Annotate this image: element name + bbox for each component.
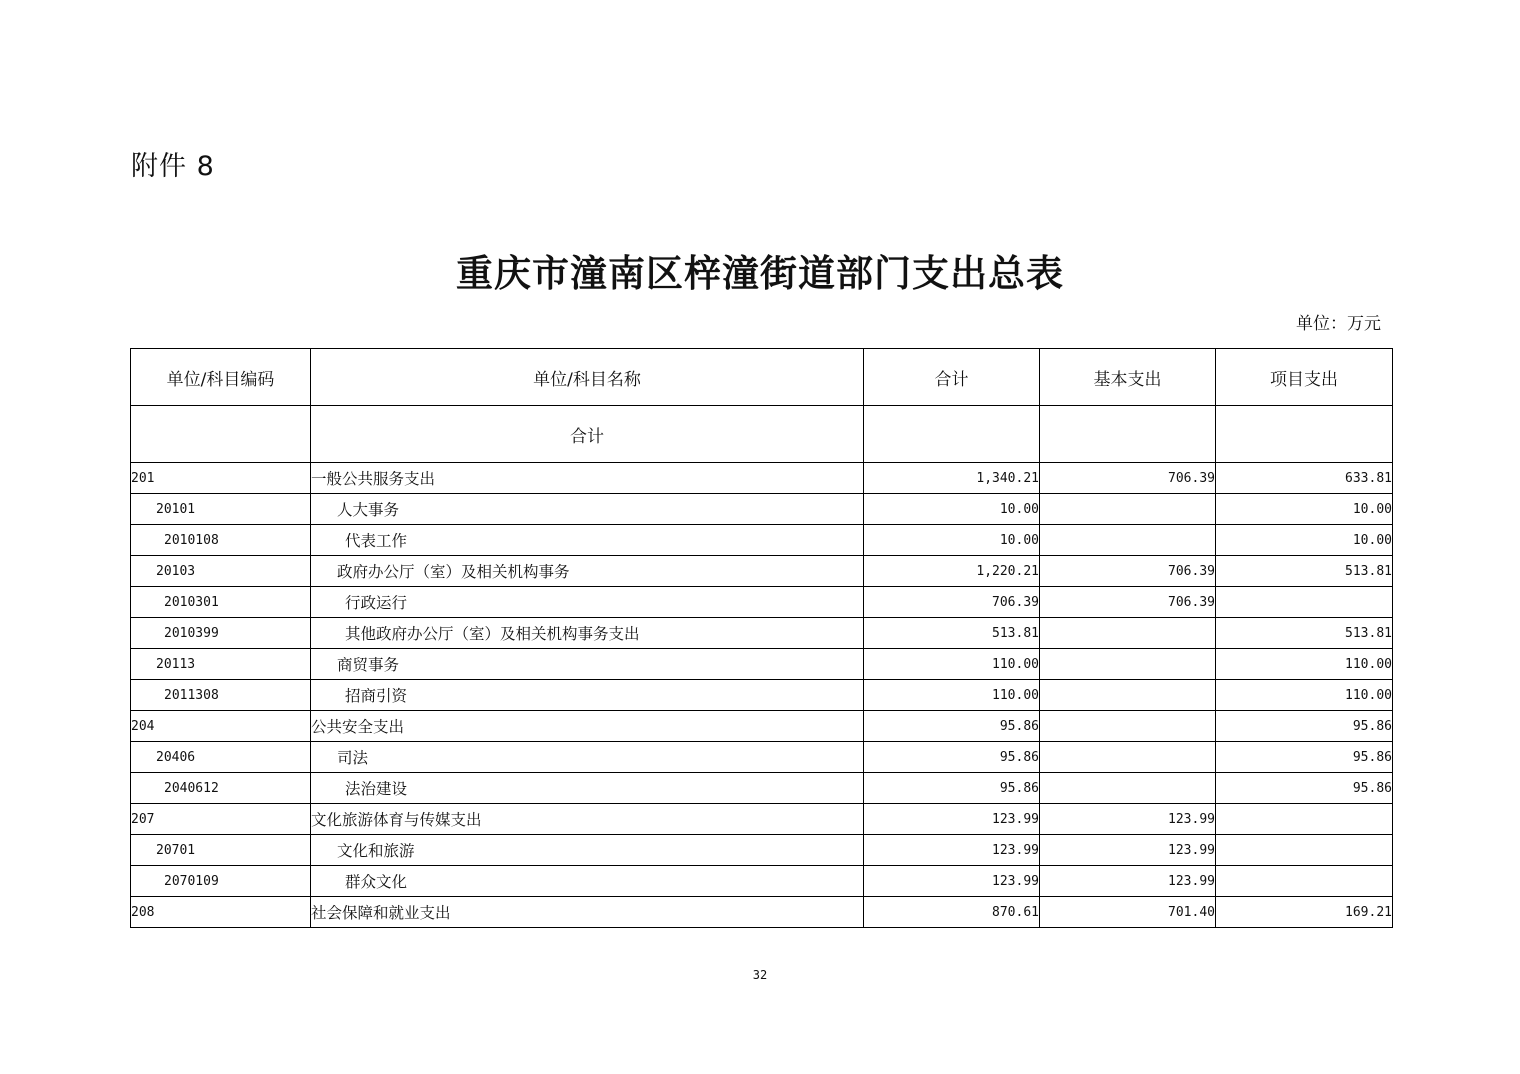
basic-cell: [1040, 711, 1216, 742]
code-cell: 2010301: [131, 587, 311, 618]
code-cell: 2010399: [131, 618, 311, 649]
total-cell: 110.00: [864, 649, 1040, 680]
name-cell: 文化旅游体育与传媒支出: [311, 804, 864, 835]
table-row: [131, 463, 1393, 494]
total-cell: 95.86: [864, 773, 1040, 804]
project-cell: 95.86: [1216, 711, 1393, 742]
total-cell: 95.86: [864, 711, 1040, 742]
total-cell: 123.99: [864, 835, 1040, 866]
name-cell: 商贸事务: [311, 649, 864, 680]
expenditure-table: [130, 348, 1393, 928]
code-cell: 20113: [131, 649, 311, 680]
name-cell: 招商引资: [311, 680, 864, 711]
table-row: [131, 618, 1393, 649]
page-title: 重庆市潼南区梓潼街道部门支出总表: [456, 251, 1064, 295]
table-row: [131, 587, 1393, 618]
basic-cell: [1040, 618, 1216, 649]
header-name: 单位/科目名称: [311, 349, 864, 406]
code-cell: 20103: [131, 556, 311, 587]
total-cell: 123.99: [864, 804, 1040, 835]
total-total-cell: [864, 406, 1040, 463]
name-cell: 司法: [311, 742, 864, 773]
total-cell: 10.00: [864, 494, 1040, 525]
total-code-cell: [131, 406, 311, 463]
code-cell: 2010108: [131, 525, 311, 556]
code-cell: 20406: [131, 742, 311, 773]
total-cell: 1,220.21: [864, 556, 1040, 587]
code-cell: 204: [131, 711, 311, 742]
code-cell: 201: [131, 463, 311, 494]
basic-cell: [1040, 494, 1216, 525]
code-cell: 2011308: [131, 680, 311, 711]
total-cell: 110.00: [864, 680, 1040, 711]
table-row: [131, 773, 1393, 804]
table-row: [131, 711, 1393, 742]
header-project: 项目支出: [1216, 349, 1393, 406]
project-cell: [1216, 804, 1393, 835]
table-row: [131, 897, 1393, 928]
total-cell: 10.00: [864, 525, 1040, 556]
total-cell: 870.61: [864, 897, 1040, 928]
name-cell: 一般公共服务支出: [311, 463, 864, 494]
total-cell: 1,340.21: [864, 463, 1040, 494]
table-row: [131, 804, 1393, 835]
name-cell: 人大事务: [311, 494, 864, 525]
name-cell: 公共安全支出: [311, 711, 864, 742]
table-row: [131, 556, 1393, 587]
header-total: 合计: [864, 349, 1040, 406]
unit-label: 单位：万元: [1296, 314, 1381, 334]
table-row: [131, 525, 1393, 556]
code-cell: 20101: [131, 494, 311, 525]
basic-cell: 706.39: [1040, 556, 1216, 587]
project-cell: 169.21: [1216, 897, 1393, 928]
table-row: [131, 866, 1393, 897]
total-cell: 95.86: [864, 742, 1040, 773]
project-cell: 110.00: [1216, 649, 1393, 680]
table-row: [131, 680, 1393, 711]
name-cell: 社会保障和就业支出: [311, 897, 864, 928]
name-cell: 其他政府办公厅（室）及相关机构事务支出: [311, 618, 864, 649]
basic-cell: [1040, 525, 1216, 556]
project-cell: 95.86: [1216, 742, 1393, 773]
project-cell: 513.81: [1216, 618, 1393, 649]
basic-cell: 706.39: [1040, 587, 1216, 618]
total-project-cell: [1216, 406, 1393, 463]
project-cell: 110.00: [1216, 680, 1393, 711]
name-cell: 代表工作: [311, 525, 864, 556]
project-cell: 513.81: [1216, 556, 1393, 587]
table-total-row: [131, 406, 1393, 463]
name-cell: 政府办公厅（室）及相关机构事务: [311, 556, 864, 587]
total-name-cell: 合计: [311, 406, 864, 463]
header-code: 单位/科目编码: [131, 349, 311, 406]
project-cell: 95.86: [1216, 773, 1393, 804]
name-cell: 文化和旅游: [311, 835, 864, 866]
basic-cell: 123.99: [1040, 804, 1216, 835]
total-basic-cell: [1040, 406, 1216, 463]
table-row: [131, 494, 1393, 525]
basic-cell: [1040, 773, 1216, 804]
name-cell: 法治建设: [311, 773, 864, 804]
attachment-label: 附件 8: [131, 151, 215, 182]
project-cell: 633.81: [1216, 463, 1393, 494]
basic-cell: 123.99: [1040, 866, 1216, 897]
total-cell: 513.81: [864, 618, 1040, 649]
table-body: [131, 406, 1393, 928]
table-header-row: [131, 349, 1393, 406]
code-cell: 208: [131, 897, 311, 928]
project-cell: 10.00: [1216, 525, 1393, 556]
basic-cell: [1040, 649, 1216, 680]
basic-cell: 701.40: [1040, 897, 1216, 928]
table-row: [131, 649, 1393, 680]
basic-cell: 123.99: [1040, 835, 1216, 866]
header-basic: 基本支出: [1040, 349, 1216, 406]
project-cell: [1216, 866, 1393, 897]
table-row: [131, 835, 1393, 866]
table-row: [131, 742, 1393, 773]
basic-cell: [1040, 680, 1216, 711]
basic-cell: [1040, 742, 1216, 773]
code-cell: 20701: [131, 835, 311, 866]
basic-cell: 706.39: [1040, 463, 1216, 494]
code-cell: 2070109: [131, 866, 311, 897]
total-cell: 123.99: [864, 866, 1040, 897]
project-cell: [1216, 835, 1393, 866]
name-cell: 群众文化: [311, 866, 864, 897]
name-cell: 行政运行: [311, 587, 864, 618]
project-cell: 10.00: [1216, 494, 1393, 525]
page-number: 32: [752, 968, 768, 982]
code-cell: 207: [131, 804, 311, 835]
code-cell: 2040612: [131, 773, 311, 804]
total-cell: 706.39: [864, 587, 1040, 618]
project-cell: [1216, 587, 1393, 618]
